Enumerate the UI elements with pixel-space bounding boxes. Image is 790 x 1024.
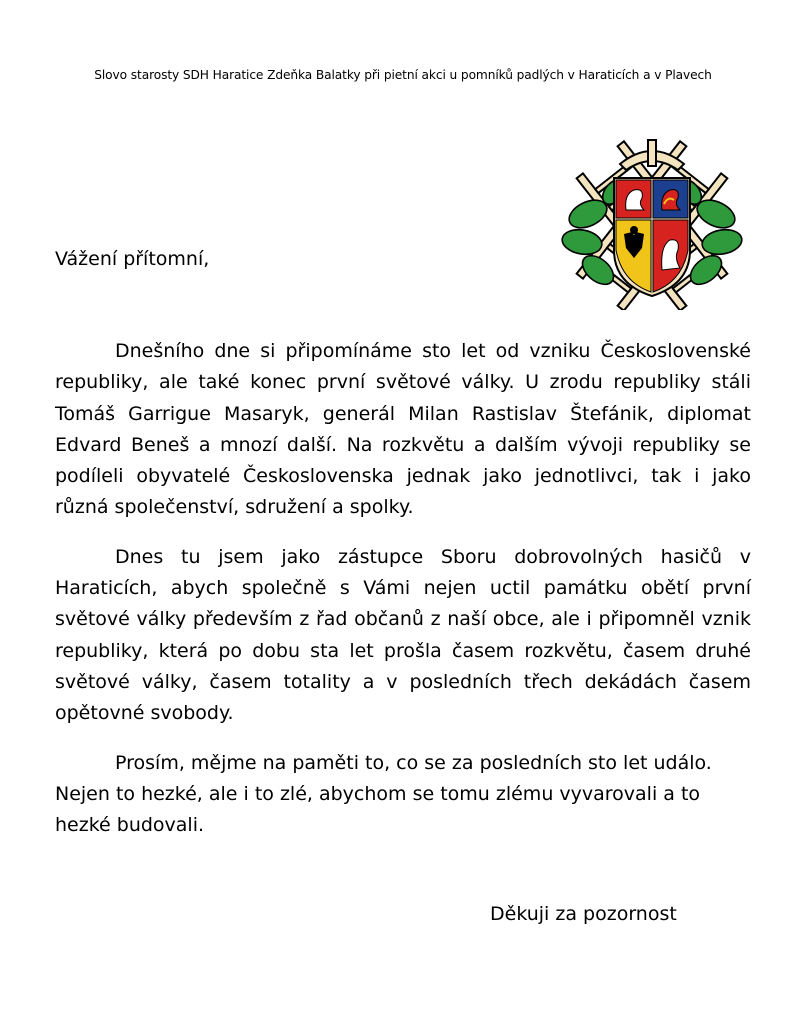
- paragraph: Dnes tu jsem jako zástupce Sboru dobrovolných hasičů v Haraticích, abych společně s Vámi nejen uctil památku obětí první světové války především z řad občanů z naší obce, ale i připomněl vznik republiky, která po dobu sta let prošla časem rozkvětu, časem druhé světové války, časem totality a v posledních třech dekádách časem opětovné svobody.: [55, 545, 751, 725]
- speech-body: [55, 336, 751, 859]
- firefighters-association-emblem-icon: [552, 134, 752, 310]
- paragraph: Prosím, mějme na paměti to, co se za posledních sto let událo. Nejen to hezké, ale i to zlé, abychom se tomu zlému vyvarovali a to hezké budovali.: [55, 751, 712, 837]
- document-title: Slovo starosty SDH Haratice Zdeňka Balatky při pietní akci u pomníků padlých v Haraticích a v Plavech: [94, 68, 712, 82]
- closing-line: Děkuji za pozornost: [490, 903, 677, 925]
- salutation: Vážení přítomní,: [55, 248, 210, 270]
- paragraph: Dnešního dne si připomínáme sto let od vzniku Československé republiky, ale také konec první světové války. U zrodu republiky stáli Tomáš Garrigue Masaryk, generál Milan Rastislav Štefánik, diplomat Edvard Beneš a mnozí další. Na rozkvětu a dalším vývoji republiky se podíleli obyvatelé Československa jednak jako jednotlivci, tak i jako různá společenství, sdružení a spolky.: [55, 340, 751, 519]
